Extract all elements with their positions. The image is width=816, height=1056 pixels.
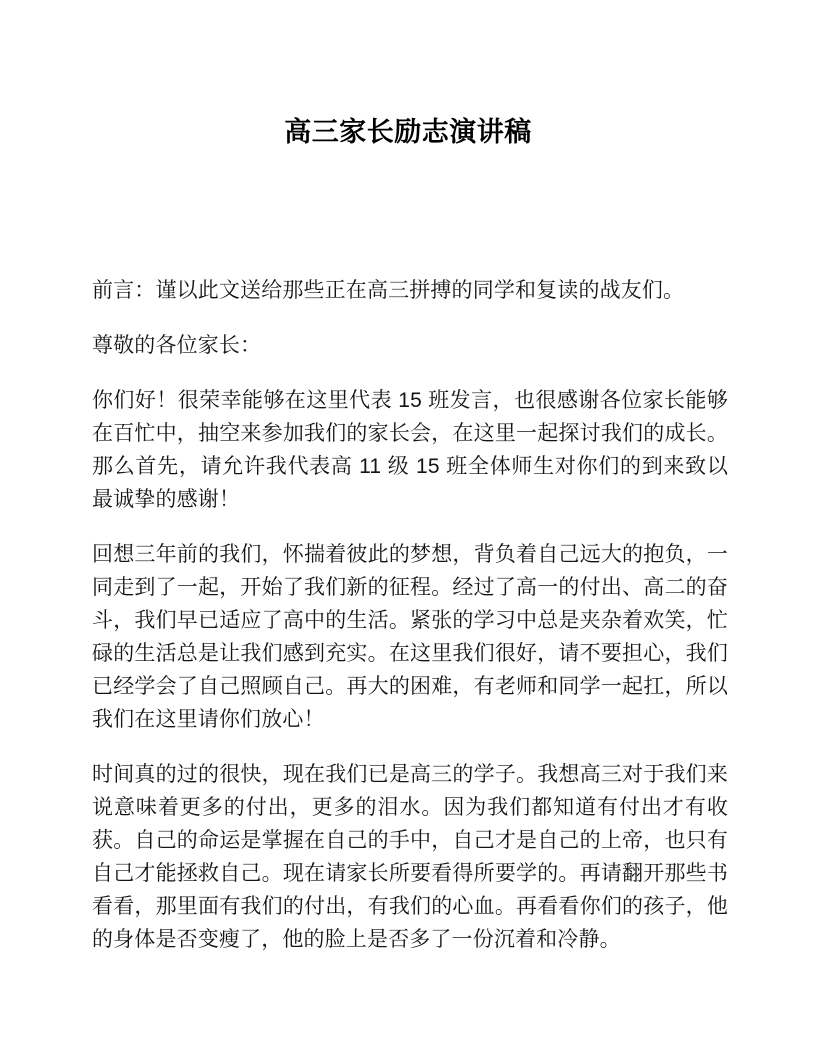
paragraph-greeting: 你们好！很荣幸能够在这里代表 15 班发言，也很感谢各位家长能够在百忙中，抽空来参加我们的家长会，在这里一起探讨我们的成长。那么首先，请允许我代表高 11 级 15 班全体师生对你们的到来致以最诚挚的感谢！ — [92, 389, 728, 511]
page-title: 高三家长励志演讲稿 — [284, 117, 532, 147]
paragraph-preface: 前言：谨以此文送给那些正在高三拼搏的同学和复读的战友们。 — [92, 279, 685, 302]
paragraph-senior-year: 时间真的过的很快，现在我们已是高三的学子。我想高三对于我们来说意味着更多的付出，更多的泪水。因为我们都知道有付出才有收获。自己的命运是掌握在自己的手中，自己才是自己的上帝，也只有自己才能拯救自己。现在请家长所要看得所要学的。再请翻开那些书看看，那里面有我们的付出，有我们的心血。再看看你们的孩子，他的身体是否变瘦了，他的脸上是否多了一份沉着和冷静。 — [92, 763, 728, 951]
paragraph-salutation: 尊敬的各位家长： — [92, 334, 262, 357]
paragraph-recollection: 回想三年前的我们，怀揣着彼此的梦想，背负着自己远大的抱负，一同走到了一起，开始了我们新的征程。经过了高一的付出、高二的奋斗，我们早已适应了高中的生活。紧张的学习中总是夹杂着欢笑，忙碌的生活总是让我们感到充实。在这里我们很好，请不要担心，我们已经学会了自己照顾自己。再大的困难，有老师和同学一起扛，所以我们在这里请你们放心！ — [92, 543, 728, 731]
document-body — [92, 274, 728, 956]
